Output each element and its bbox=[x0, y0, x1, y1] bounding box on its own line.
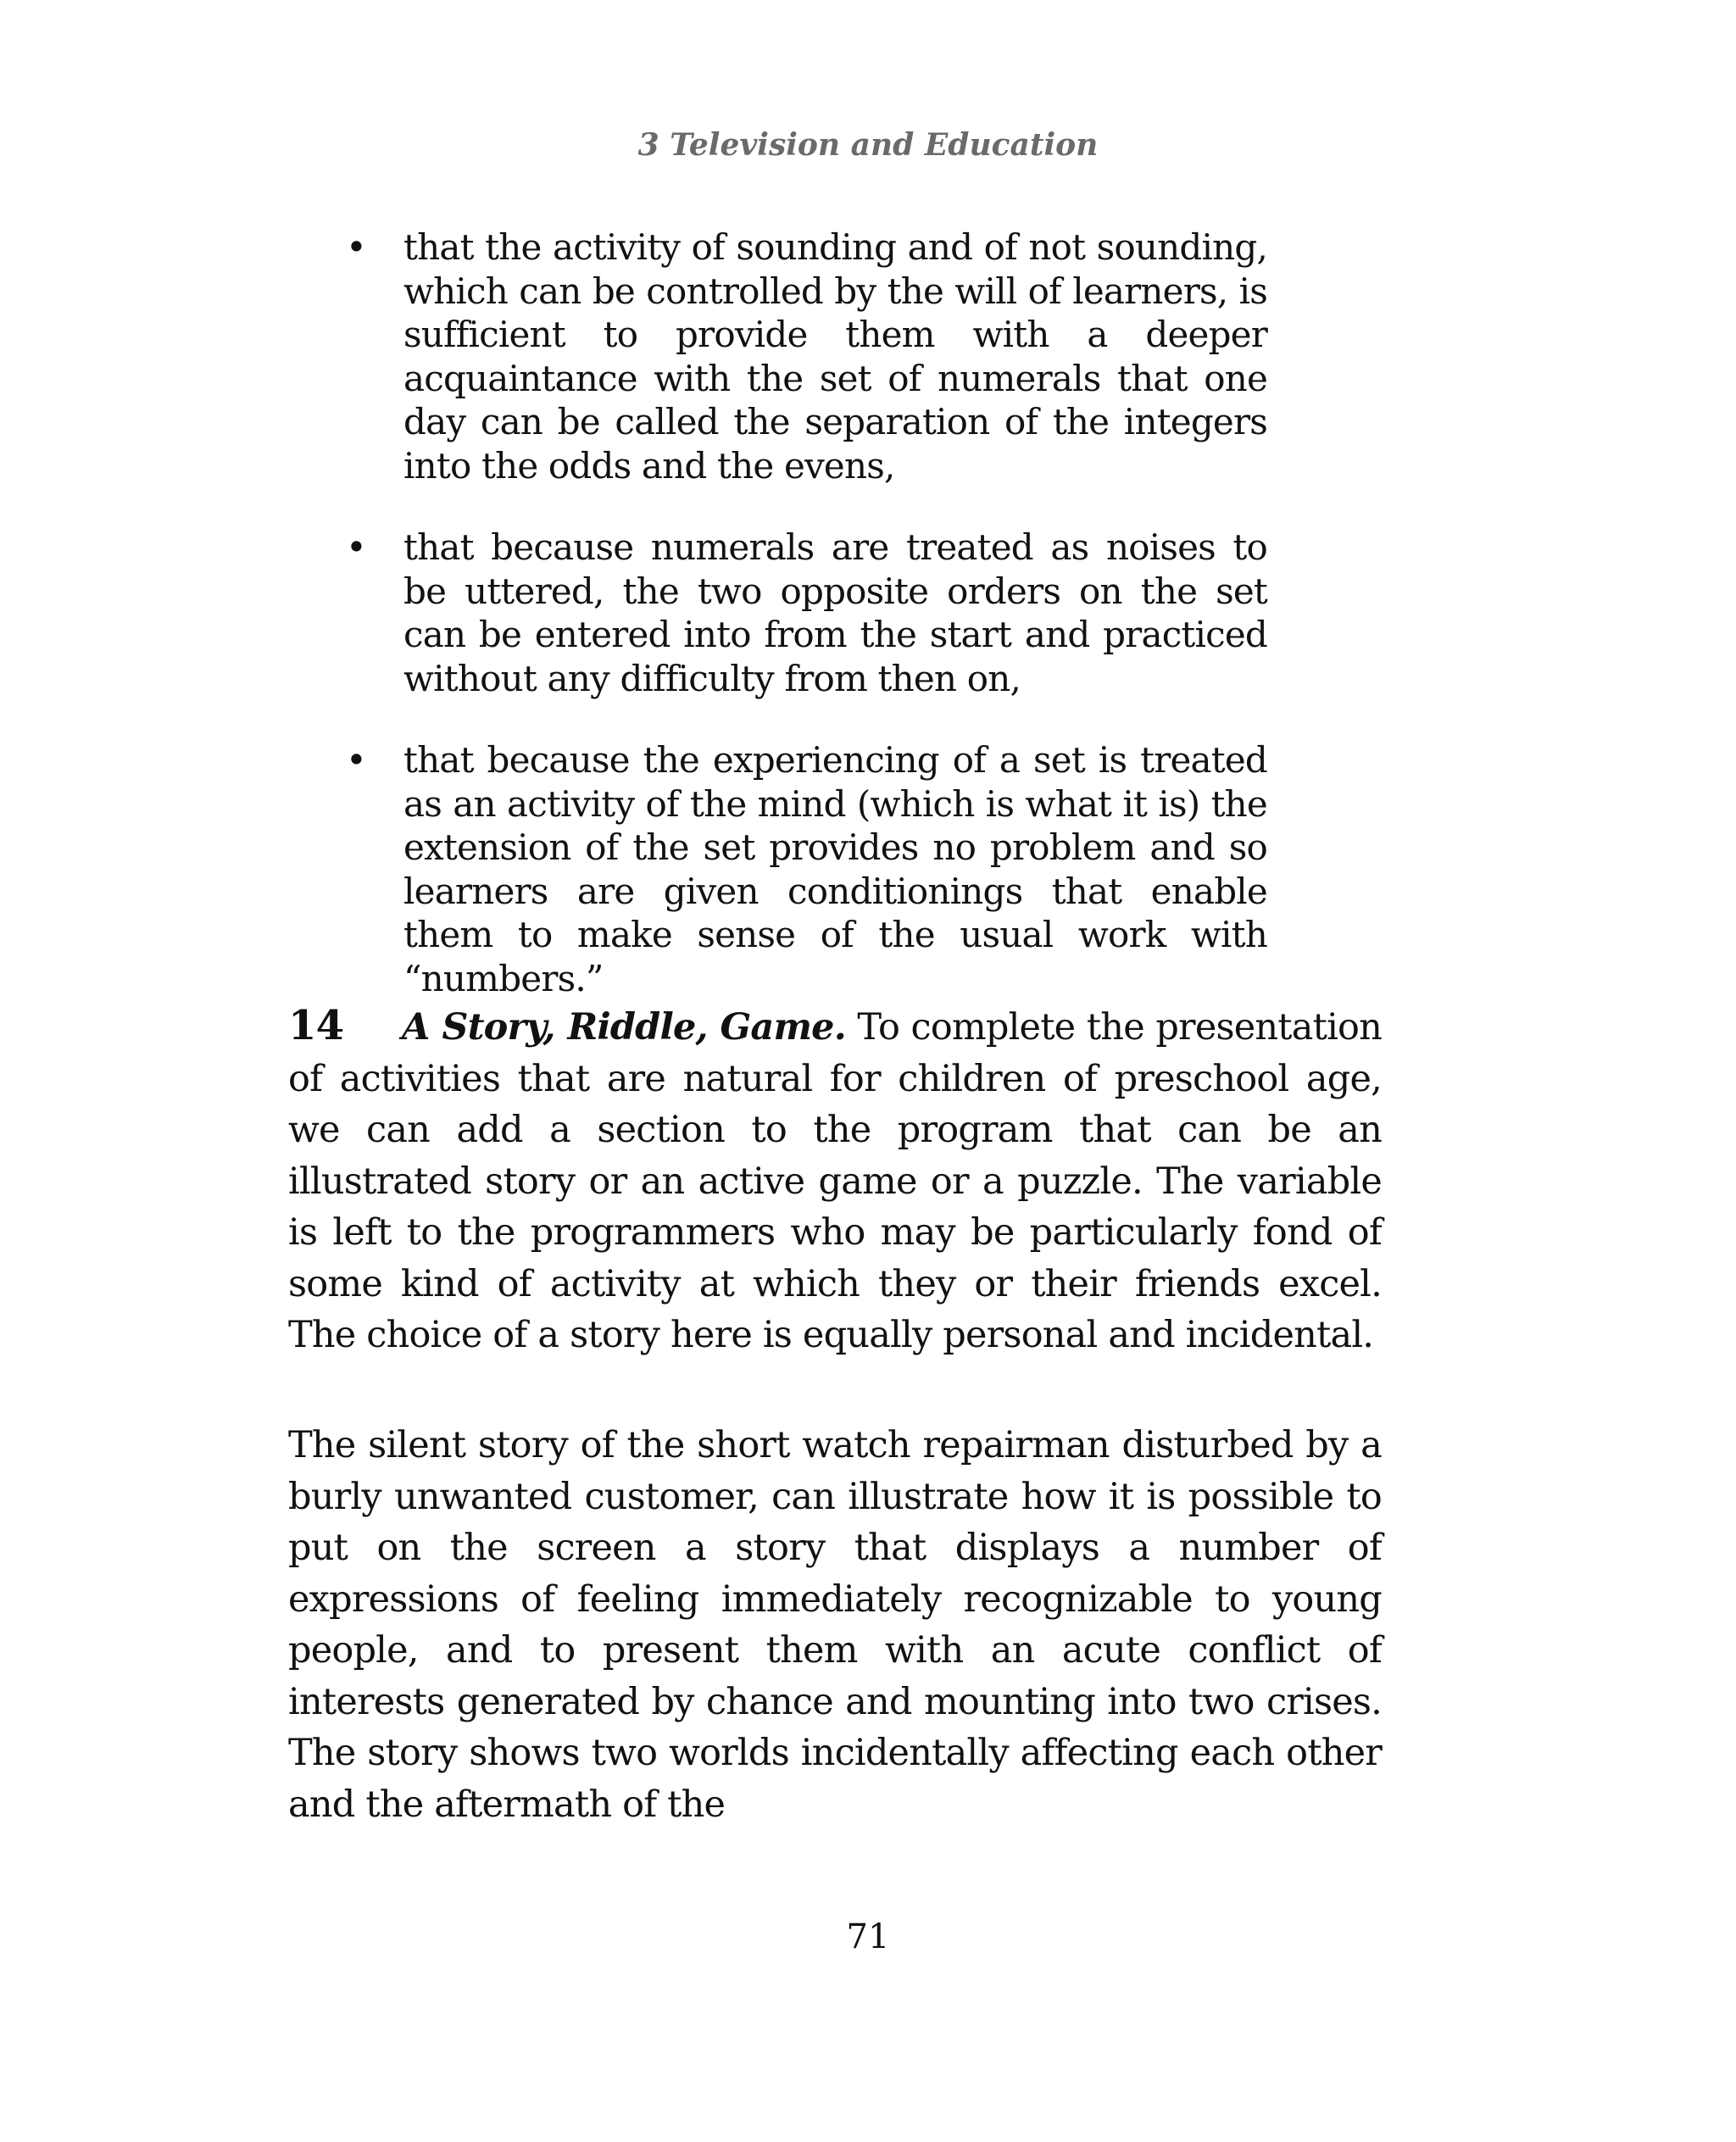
bullet-text: that because numerals are treated as noises to be uttered, the two opposite orders on the set can be entered into from the start and practiced without any difficulty from then on, bbox=[403, 526, 1267, 699]
bullet-text: that the activity of sounding and of not sounding, which can be controlled by the will of learners, is sufficient to provide them with a deeper acquaintance with the set of numerals that one day can be called the separation of the integers into the odds and the evens, bbox=[403, 226, 1267, 487]
bullet-icon: • bbox=[346, 739, 366, 781]
body-paragraph: The silent story of the short watch repairman disturbed by a burly unwanted customer, can illustrate how it is possible to put on the screen a story that displays a number of expressions of feeling immediately recognizable to young people, and to present them with an acute conflict of interests generated by chance and mounting into two crises. The story shows two worlds incidentally affecting each other and the aftermath of the bbox=[288, 1424, 1382, 1826]
bullet-list bbox=[339, 225, 1267, 1038]
bullet-item-1 bbox=[339, 225, 1267, 487]
section-title: A Story, Riddle, Game. bbox=[402, 1006, 846, 1049]
bullet-item-2 bbox=[339, 526, 1267, 700]
bullet-icon: • bbox=[346, 226, 366, 268]
page-number: 71 bbox=[846, 1917, 890, 1956]
section-paragraph bbox=[288, 1000, 1382, 1361]
bullet-text: that because the experiencing of a set is treated as an activity of the mind (which is what it is) the extension of the set provides no problem and so learners are given conditionings that enable them to make sense of the usual work with “numbers.” bbox=[403, 739, 1267, 999]
bullet-item-3 bbox=[339, 738, 1267, 1000]
running-head: 3 Television and Education bbox=[637, 127, 1099, 163]
section-text: To complete the presentation of activities that are natural for children of preschool age, we can add a section to the program that can be an illustrated story or an active game or a puzzle. The variable is left to the programmers who may be particularly fond of some kind of activity at which they or their friends excel. The choice of a story here is equally personal and incidental. bbox=[288, 1006, 1383, 1356]
bullet-icon: • bbox=[346, 526, 366, 568]
section-number: 14 bbox=[288, 1002, 344, 1049]
